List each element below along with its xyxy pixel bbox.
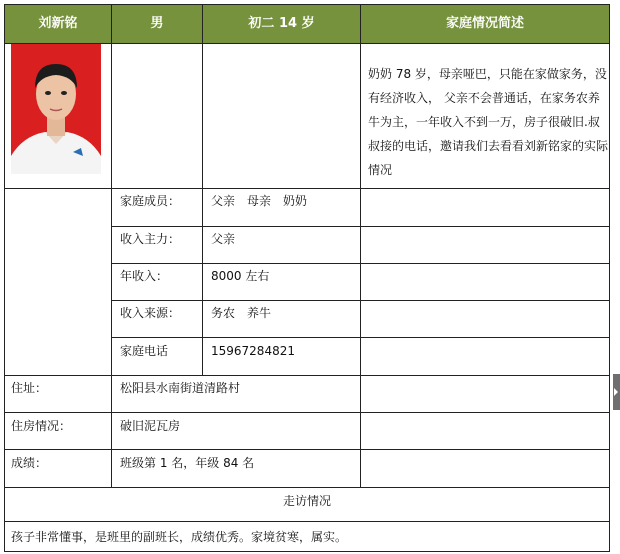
family-summary-title: 家庭情况简述 xyxy=(445,16,524,31)
visit-title: 走访情况 xyxy=(282,494,331,508)
housing-label: 住房情况： xyxy=(11,419,72,433)
grades-value: 班级第 1 名，年级 84 名 xyxy=(120,456,255,470)
housing-value: 破旧泥瓦房 xyxy=(120,419,181,433)
visit-text: 孩子非常懂事，是班里的副班长，成绩优秀。家境贫寒，属实。 xyxy=(11,530,348,544)
family-summary-text: 奶奶 78 岁，母亲哑巴，只能在家做家务，没有经济收入， 父亲不会普通话，在家务农养牛为主，一年收入不到一万，房子很破旧.叔叔接的电话，邀请我们去看看刘新铭家的实际情况 xyxy=(368,67,609,177)
family-members-value: 父亲 母亲 奶奶 xyxy=(211,194,308,208)
grades-label: 成绩： xyxy=(11,456,48,470)
annual-income-value: 8000 左右 xyxy=(211,269,270,283)
student-info-table xyxy=(4,4,610,552)
home-phone-label: 家庭电话 xyxy=(120,344,169,358)
family-members-label: 家庭成员： xyxy=(120,194,181,208)
grade-age: 初二 14 岁 xyxy=(248,16,315,31)
income-source-label: 收入来源： xyxy=(120,306,181,320)
home-phone-value: 15967284821 xyxy=(211,344,295,358)
income-earner-label: 收入主力： xyxy=(120,232,181,246)
income-source-value: 务农 养牛 xyxy=(211,306,272,320)
student-portrait-image xyxy=(11,44,101,174)
address-label: 住址： xyxy=(11,381,48,395)
gender: 男 xyxy=(150,16,164,31)
student-photo xyxy=(11,44,101,174)
side-collapse-tab[interactable] xyxy=(613,374,620,410)
income-earner-value: 父亲 xyxy=(211,232,236,246)
annual-income-label: 年收入： xyxy=(120,269,169,283)
address-value: 松阳县水南街道清路村 xyxy=(120,381,241,395)
student-name: 刘新铭 xyxy=(38,16,78,31)
